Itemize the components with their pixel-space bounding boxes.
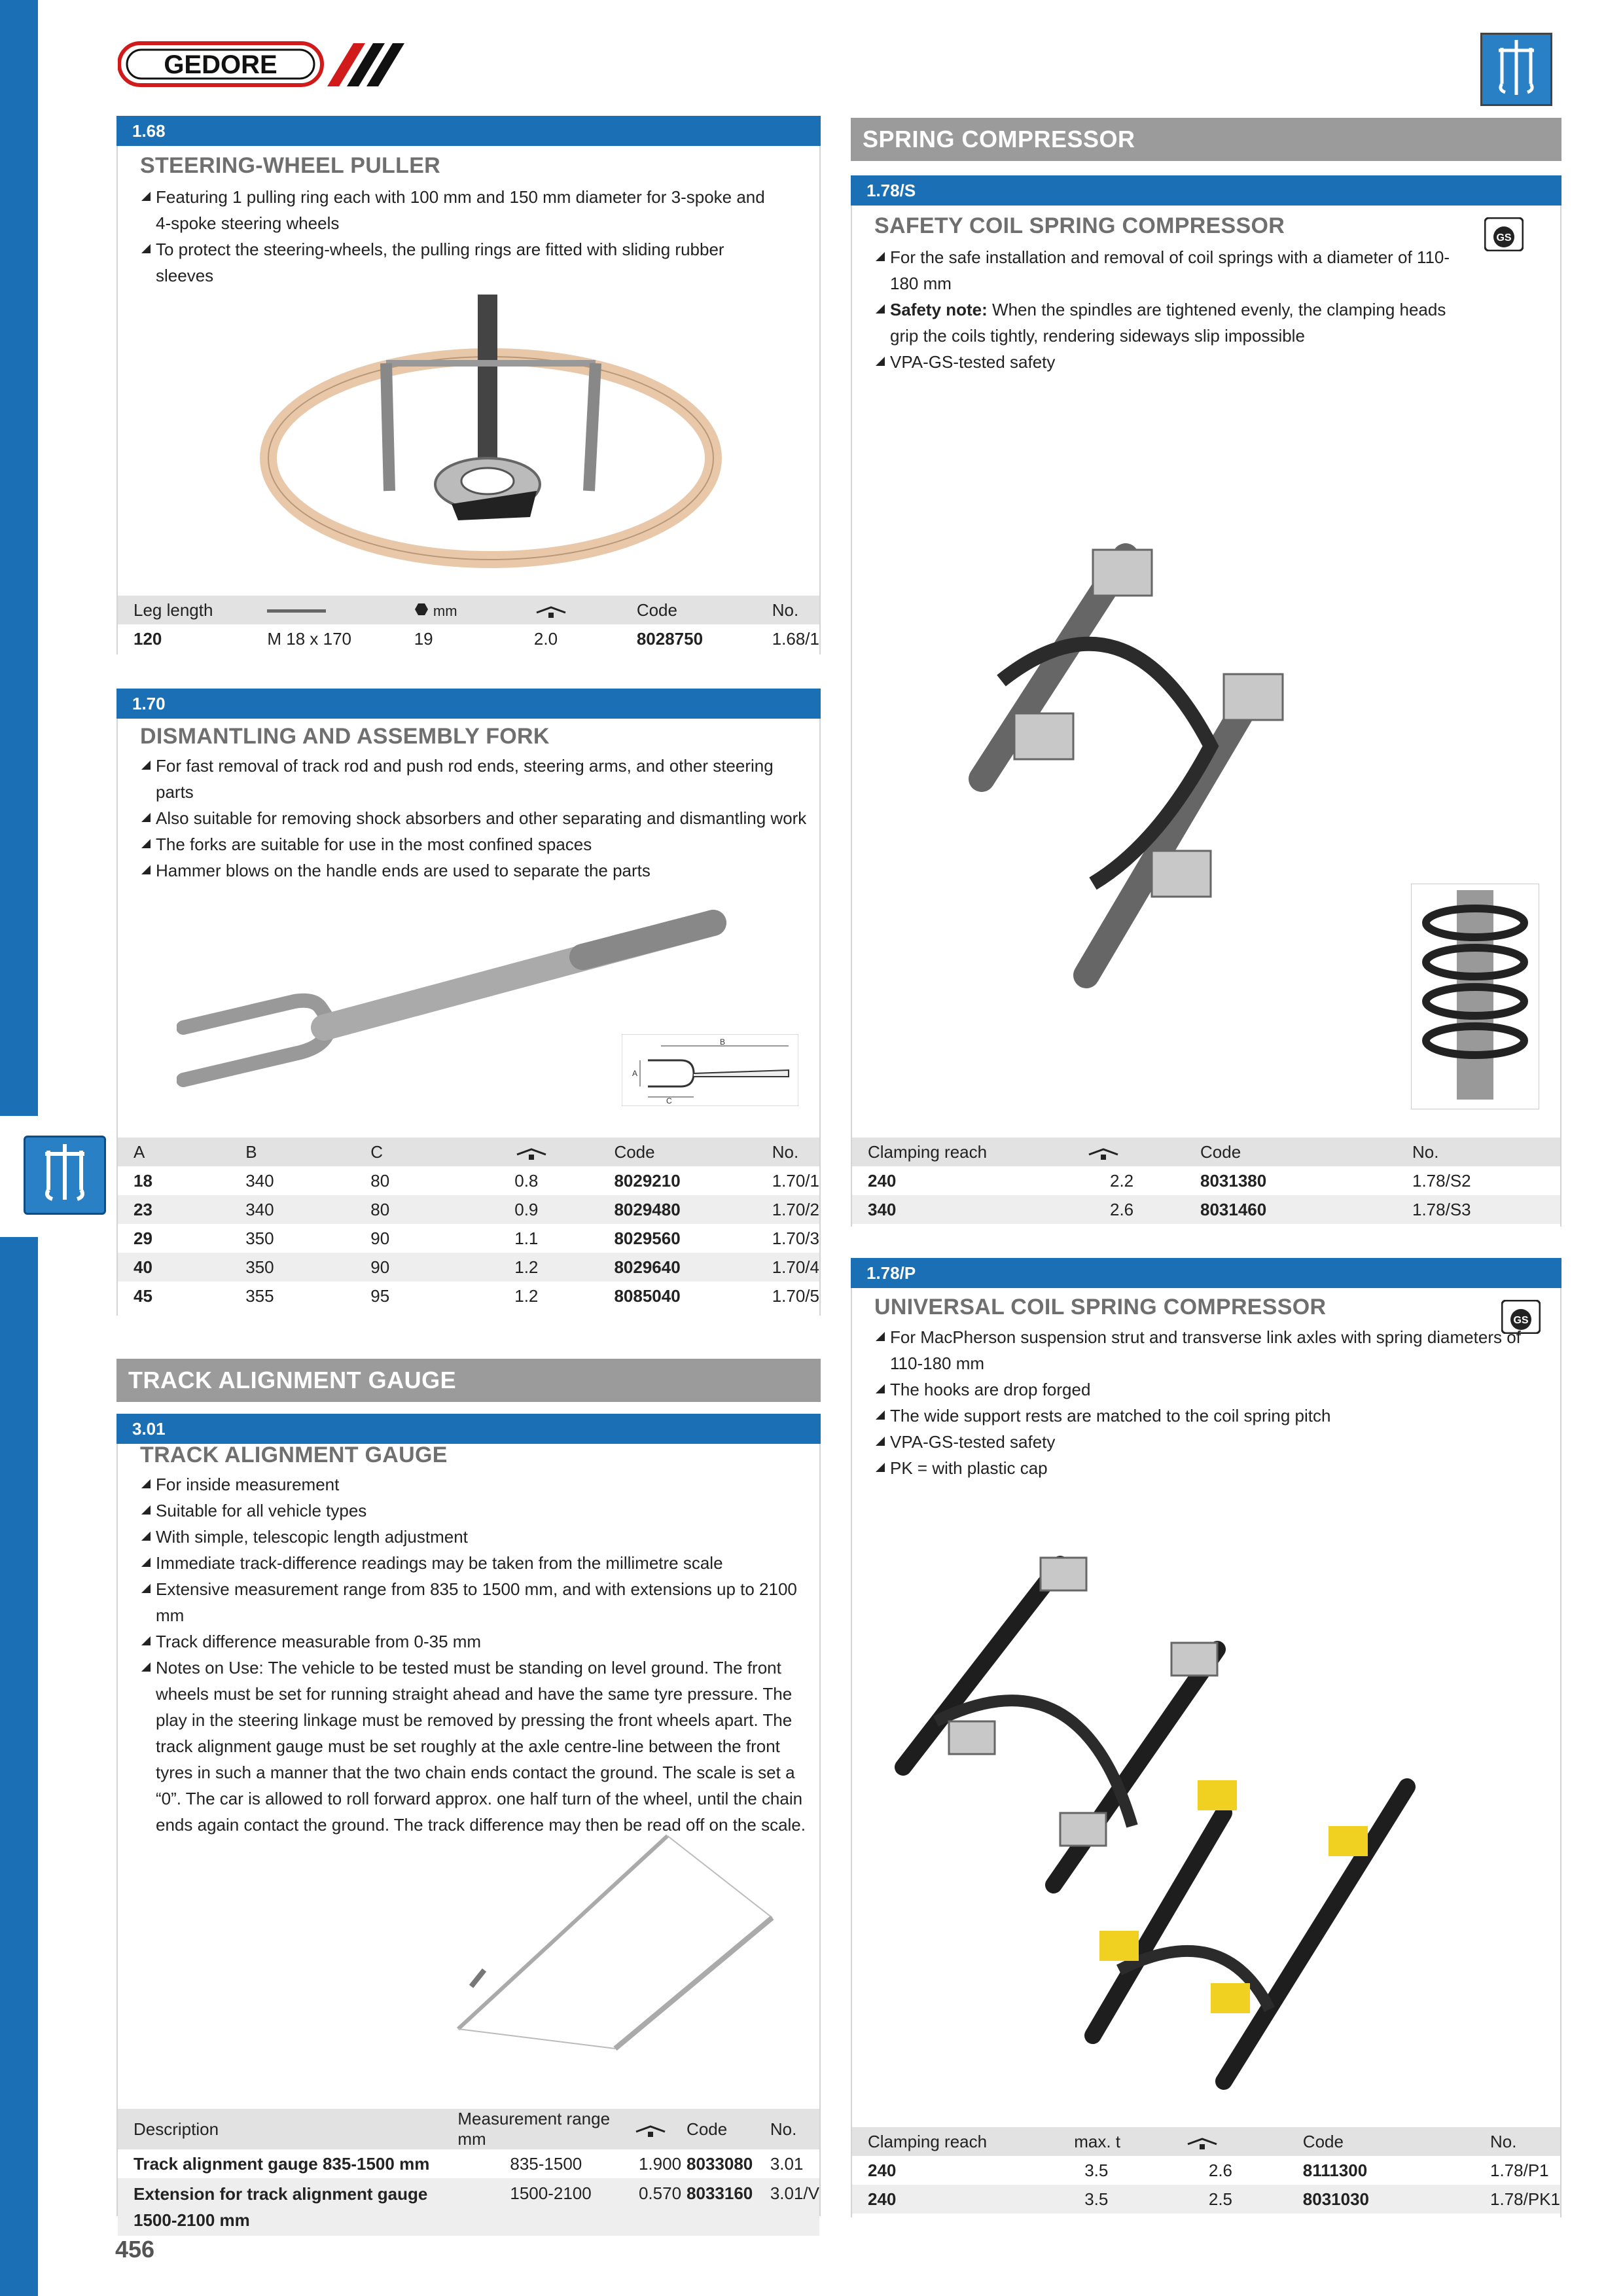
feature-item: Suitable for all vehicle types — [140, 1498, 814, 1524]
edge-tab-bottom — [0, 1237, 38, 2296]
col-code: Code — [1287, 2127, 1474, 2156]
feature-item: PK = with plastic cap — [874, 1455, 1548, 1481]
spec-table-1-78-p — [852, 2127, 1560, 2214]
feature-item: Extensive measurement range from 835 to 1500 mm, and with extensions up to 2100 mm — [140, 1576, 814, 1628]
cell: 350 — [245, 1228, 274, 1248]
col-no: No. — [1397, 1138, 1560, 1166]
product-title: STEERING-WHEEL PULLER — [140, 153, 441, 178]
cell: 0.8 — [514, 1170, 539, 1191]
cell: 80 — [370, 1170, 390, 1191]
cell: 8029560 — [614, 1228, 681, 1248]
cell: 1.70/1 — [772, 1170, 819, 1191]
cell: 340 — [245, 1170, 274, 1191]
product-title: DISMANTLING AND ASSEMBLY FORK — [140, 724, 550, 749]
vpa-gs-badge-icon — [1484, 217, 1524, 251]
feature-list — [140, 1471, 814, 1838]
feature-item: For MacPherson suspension strut and transverse link axles with spring diameters of 110-180 mm — [874, 1324, 1548, 1376]
cell: 80 — [355, 1195, 499, 1224]
cell: 19 — [414, 628, 433, 649]
cell: 1.900 — [638, 2153, 682, 2174]
cell: 835-1500 — [510, 2153, 582, 2174]
cell: 29 — [134, 1228, 152, 1248]
cell: 0.570 — [633, 2178, 681, 2236]
weight-kg-icon — [534, 605, 568, 618]
cell: 1.70/3 — [772, 1228, 819, 1248]
cell: 3.5 — [1084, 2160, 1109, 2180]
cell: 340 — [230, 1195, 355, 1224]
cell: 240 — [868, 1170, 897, 1191]
cell: 90 — [370, 1228, 390, 1248]
puller-category-icon — [24, 1136, 106, 1215]
spring-compressor-usage-diagram — [1411, 884, 1539, 1109]
col-max-t: max. t — [1058, 2127, 1169, 2156]
feature-item: The wide support rests are matched to the coil spring pitch — [874, 1403, 1548, 1429]
cell: Track alignment gauge 835-1500 mm — [134, 2153, 430, 2174]
col-weight — [633, 2109, 681, 2149]
cell: 1.78/S3 — [1397, 1195, 1560, 1224]
spec-table-1-70 — [118, 1138, 819, 1310]
weight-kg-icon — [633, 2124, 668, 2137]
cell: 2.6 — [1208, 2160, 1233, 2180]
feature-item: With simple, telescopic length adjustment — [140, 1524, 814, 1550]
section-heading-track-alignment: TRACK ALIGNMENT GAUGE — [116, 1359, 821, 1402]
cell: 1.68/1 — [772, 628, 819, 649]
col-code: Code — [598, 1138, 756, 1166]
cell: 8029480 — [598, 1195, 756, 1224]
cell: 3.01/V — [765, 2178, 819, 2236]
cell: 2.5 — [1169, 2185, 1287, 2214]
cell: 1.1 — [514, 1228, 539, 1248]
feature-item: The forks are suitable for use in the most confined spaces — [140, 831, 808, 857]
col-weight — [499, 1138, 598, 1166]
cell: 3.01 — [770, 2153, 804, 2174]
col-range: Measurement range mm — [457, 2109, 633, 2149]
col-no: No. — [1474, 2127, 1560, 2156]
cell: 355 — [245, 1285, 274, 1306]
universal-spring-compressor-image — [883, 1551, 1459, 2094]
svg-text:GS: GS — [1513, 1315, 1529, 1326]
spec-table-1-78-s — [852, 1138, 1560, 1224]
cell: 8028750 — [636, 628, 704, 649]
col-weight — [1169, 2127, 1287, 2156]
cell: 8029640 — [598, 1253, 756, 1282]
safety-spring-compressor-image — [962, 543, 1309, 988]
cell: 240 — [868, 2160, 897, 2180]
section-code-3-01: 3.01 — [116, 1414, 821, 1444]
weight-kg-icon — [1086, 1147, 1120, 1160]
cell: 1.70/5 — [772, 1285, 819, 1306]
col-a: A — [118, 1138, 230, 1166]
cell: 120 — [134, 628, 162, 649]
col-leg-length: Leg length — [118, 596, 251, 624]
col-hex: mm — [399, 596, 518, 624]
feature-item: The hooks are drop forged — [874, 1376, 1548, 1403]
cell: 0.9 — [499, 1195, 598, 1224]
cell: 8111300 — [1302, 2160, 1368, 2180]
col-clamping-reach: Clamping reach — [852, 2127, 1058, 2156]
cell: 2.6 — [1071, 1195, 1185, 1224]
feature-item: For the safe installation and removal of coil springs with a diameter of 110-180 mm — [874, 244, 1476, 296]
cell: 2.0 — [533, 628, 558, 649]
feature-item: Featuring 1 pulling ring each with 100 mm and 150 mm diameter for 3-spoke and 4-spoke steering wheels — [140, 184, 768, 236]
dim-label-b: B — [720, 1037, 726, 1047]
dim-label-c: C — [666, 1096, 672, 1105]
cell: M 18 x 170 — [267, 628, 352, 649]
gedore-logo — [118, 41, 406, 90]
cell: 1.2 — [499, 1253, 598, 1282]
col-no: No. — [765, 2109, 819, 2149]
feature-item: Track difference measurable from 0-35 mm — [140, 1628, 814, 1655]
cell: 8031380 — [1200, 1170, 1267, 1191]
cell: 1.78/P1 — [1490, 2160, 1549, 2180]
weight-kg-icon — [514, 1147, 548, 1160]
section-code-1-70: 1.70 — [116, 689, 821, 719]
cell: 3.5 — [1058, 2185, 1169, 2214]
section-code-1-78-p: 1.78/P — [851, 1258, 1561, 1288]
col-code: Code — [1185, 1138, 1397, 1166]
col-weight — [1071, 1138, 1185, 1166]
col-thread — [251, 596, 398, 624]
cell: 2.2 — [1110, 1170, 1134, 1191]
col-no: No. — [757, 596, 819, 624]
col-weight — [518, 596, 621, 624]
cell: 8029210 — [614, 1170, 681, 1191]
section-heading-spring-compressor: SPRING COMPRESSOR — [851, 118, 1561, 161]
section-code-1-68: 1.68 — [116, 116, 821, 146]
hex-wrench-icon — [414, 603, 429, 616]
feature-item: VPA-GS-tested safety — [874, 1429, 1548, 1455]
logo-wordmark: GEDORE — [164, 50, 277, 79]
weight-kg-icon — [1185, 2136, 1219, 2149]
feature-item — [874, 296, 1476, 349]
feature-list — [874, 244, 1476, 375]
col-code: Code — [681, 2109, 765, 2149]
steering-wheel-puller-image — [255, 295, 733, 576]
col-clamping-reach: Clamping reach — [852, 1138, 1071, 1166]
col-code: Code — [621, 596, 757, 624]
product-title: SAFETY COIL SPRING COMPRESSOR — [874, 213, 1285, 238]
feature-list — [140, 753, 808, 884]
puller-icon — [1480, 33, 1552, 106]
cell: 18 — [134, 1170, 152, 1191]
page-number: 456 — [115, 2236, 155, 2263]
feature-list — [874, 1324, 1548, 1481]
edge-tab-top — [0, 0, 38, 1116]
feature-item: Immediate track-difference readings may be taken from the millimetre scale — [140, 1550, 814, 1576]
safety-note-text: When the spindles are tightened evenly, the clamping heads grip the coils tightly, rendering sideways slip impossible — [890, 300, 1446, 346]
cell: 1.78/S2 — [1412, 1170, 1471, 1191]
section-code-1-78-s: 1.78/S — [851, 175, 1561, 206]
dim-label-a: A — [632, 1069, 638, 1078]
cell: 45 — [134, 1285, 152, 1306]
feature-item: Hammer blows on the handle ends are used to separate the parts — [140, 857, 808, 884]
feature-list — [140, 184, 768, 289]
feature-item: VPA-GS-tested safety — [874, 349, 1476, 375]
cell: 8031030 — [1287, 2185, 1474, 2214]
cell: 8033160 — [681, 2178, 765, 2236]
feature-item: Notes on Use: The vehicle to be tested must be standing on level ground. The front wheels must be set for running straight ahead and have the same tyre pressure. The play in the steering linkage must be removed by pressing the front wheels apart. The track alignment gauge must be set roughly at the axle centre-line between the front tyres in such a manner that the two chain ends contact the ground. The scale is set a “0”. The car is allowed to roll forward approx. one half turn of the wheel, until the chain ends again contact the ground. The track difference may then be read off on the scale. — [140, 1655, 814, 1838]
cell: 350 — [230, 1253, 355, 1282]
feature-item: To protect the steering-wheels, the pulling rings are fitted with sliding rubber sleeves — [140, 236, 768, 289]
cell: 8031460 — [1185, 1195, 1397, 1224]
cell: 90 — [355, 1253, 499, 1282]
cell: 1.70/4 — [757, 1253, 819, 1282]
feature-item: For inside measurement — [140, 1471, 814, 1498]
track-alignment-gauge-image — [445, 1820, 785, 2055]
cell: 23 — [118, 1195, 230, 1224]
feature-item: For fast removal of track rod and push rod ends, steering arms, and other steering parts — [140, 753, 808, 805]
spec-table-1-68 — [118, 596, 819, 653]
cell: 240 — [852, 2185, 1058, 2214]
cell: 95 — [370, 1285, 390, 1306]
svg-text:GS: GS — [1496, 232, 1512, 243]
cell: 40 — [118, 1253, 230, 1282]
cell: 1.78/PK1 — [1474, 2185, 1560, 2214]
cell: 8085040 — [614, 1285, 681, 1306]
cell: 340 — [852, 1195, 1071, 1224]
col-b: B — [230, 1138, 355, 1166]
safety-note-label: Safety note: — [890, 300, 988, 319]
cell: 1.2 — [514, 1285, 539, 1306]
cell: Extension for track alignment gauge 1500-2100 mm — [118, 2178, 457, 2236]
cell: 8033080 — [687, 2153, 753, 2174]
cell: 1.70/2 — [757, 1195, 819, 1224]
spec-table-3-01 — [118, 2109, 819, 2236]
fork-dimension-diagram — [622, 1034, 798, 1106]
product-title: TRACK ALIGNMENT GAUGE — [140, 1443, 448, 1467]
col-description: Description — [118, 2109, 457, 2149]
feature-item: Also suitable for removing shock absorbers and other separating and dismantling work — [140, 805, 808, 831]
col-no: No. — [757, 1138, 819, 1166]
product-title: UNIVERSAL COIL SPRING COMPRESSOR — [874, 1295, 1327, 1319]
cell: 1500-2100 — [457, 2178, 633, 2236]
col-c: C — [355, 1138, 499, 1166]
